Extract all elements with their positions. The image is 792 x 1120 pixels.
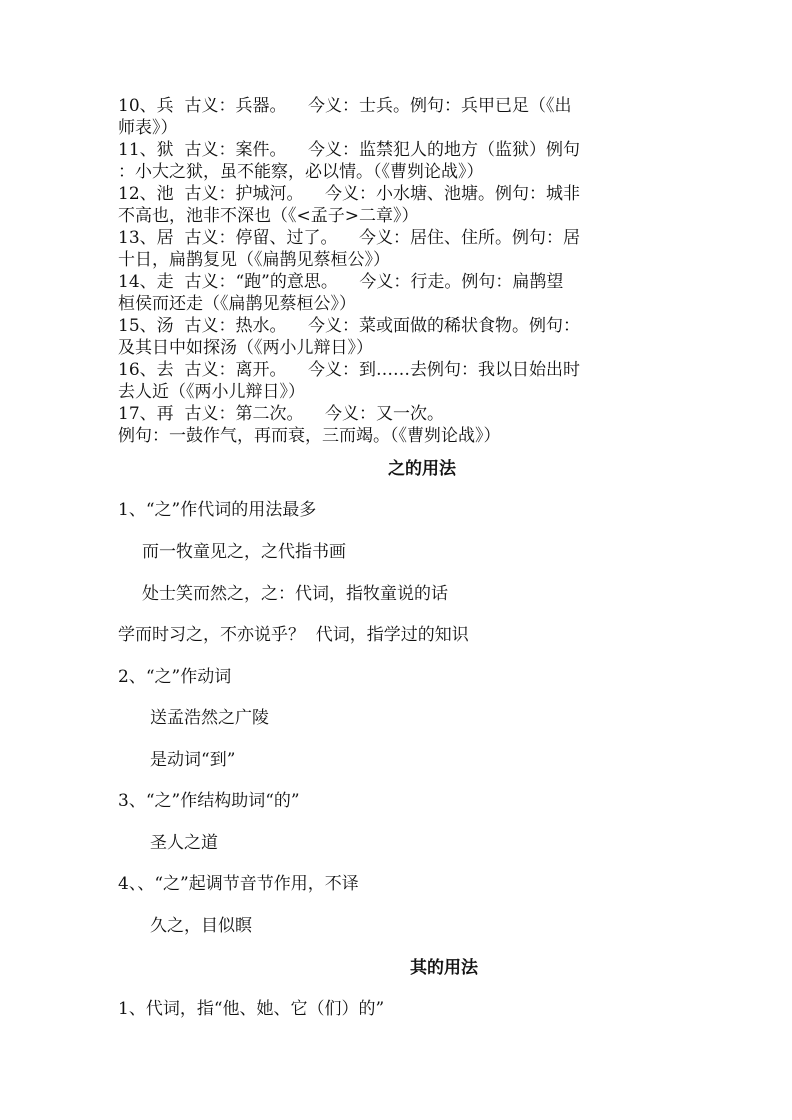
- note-line: 15、汤 古义：热水。 今义：菜或面做的稀状食物。例句：: [118, 316, 581, 336]
- word-notes-block: [118, 95, 678, 447]
- note-line: 及其日中如探汤（《两小儿辩日》）: [118, 338, 373, 358]
- note-line: 师表》）: [118, 118, 178, 138]
- note-line: 十日，扁鹊复见（《扁鹊见蔡桓公》）: [118, 250, 390, 270]
- note-line: 例句：一鼓作气，再而衰，三而竭。（《曹刿论战》）: [118, 426, 501, 446]
- zhi-item-4: 4、、“之”起调节音节作用，不译: [118, 874, 359, 894]
- note-line: 12、池 古义：护城河。 今义：小水塘、池塘。例句：城非: [118, 184, 581, 204]
- note-line: 13、居 古义：停留、过了。 今义：居住、住所。例句：居: [118, 228, 581, 248]
- heading-zhi-usage: 之的用法: [388, 459, 456, 479]
- note-line: 10、兵 古义：兵器。 今义：士兵。例句：兵甲已足（《出: [118, 96, 572, 116]
- zhi-example: 送孟浩然之广陵: [150, 708, 269, 728]
- note-line: 去人近（《两小儿辩日》）: [118, 382, 305, 402]
- zhi-item-1: 1、“之”作代词的用法最多: [118, 500, 317, 520]
- note-line: 桓侯而还走（《扁鹊见蔡桓公》）: [118, 294, 356, 314]
- note-line: 不高也，池非不深也（《<孟子>二章》）: [118, 206, 419, 226]
- zhi-example: 是动词“到”: [150, 750, 236, 770]
- qi-item-1: 1、代词，指“他、她、它（们）的”: [118, 999, 385, 1019]
- zhi-example: 学而时习之，不亦说乎？ 代词，指学过的知识: [118, 625, 469, 645]
- zhi-item-3: 3、“之”作结构助词“的”: [118, 791, 300, 811]
- zhi-example: 而一牧童见之，之代指书画: [142, 542, 346, 562]
- zhi-example: 圣人之道: [150, 833, 218, 853]
- zhi-item-2: 2、“之”作动词: [118, 667, 232, 687]
- note-line: 11、狱 古义：案件。 今义：监禁犯人的地方（监狱）例句: [118, 140, 581, 160]
- zhi-example: 久之，目似瞑: [150, 916, 252, 936]
- note-line: ：小大之狱，虽不能察，必以情。（《曹刿论战》）: [118, 162, 484, 182]
- heading-qi-usage: 其的用法: [410, 958, 478, 978]
- note-line: 17、再 古义：第二次。 今义：又一次。: [118, 404, 445, 424]
- note-line: 16、去 古义：离开。 今义：到……去例句：我以日始出时: [118, 360, 581, 380]
- zhi-example: 处士笑而然之，之：代词，指牧童说的话: [142, 584, 448, 604]
- note-line: 14、走 古义：“跑”的意思。 今义：行走。例句：扁鹊望: [118, 272, 564, 292]
